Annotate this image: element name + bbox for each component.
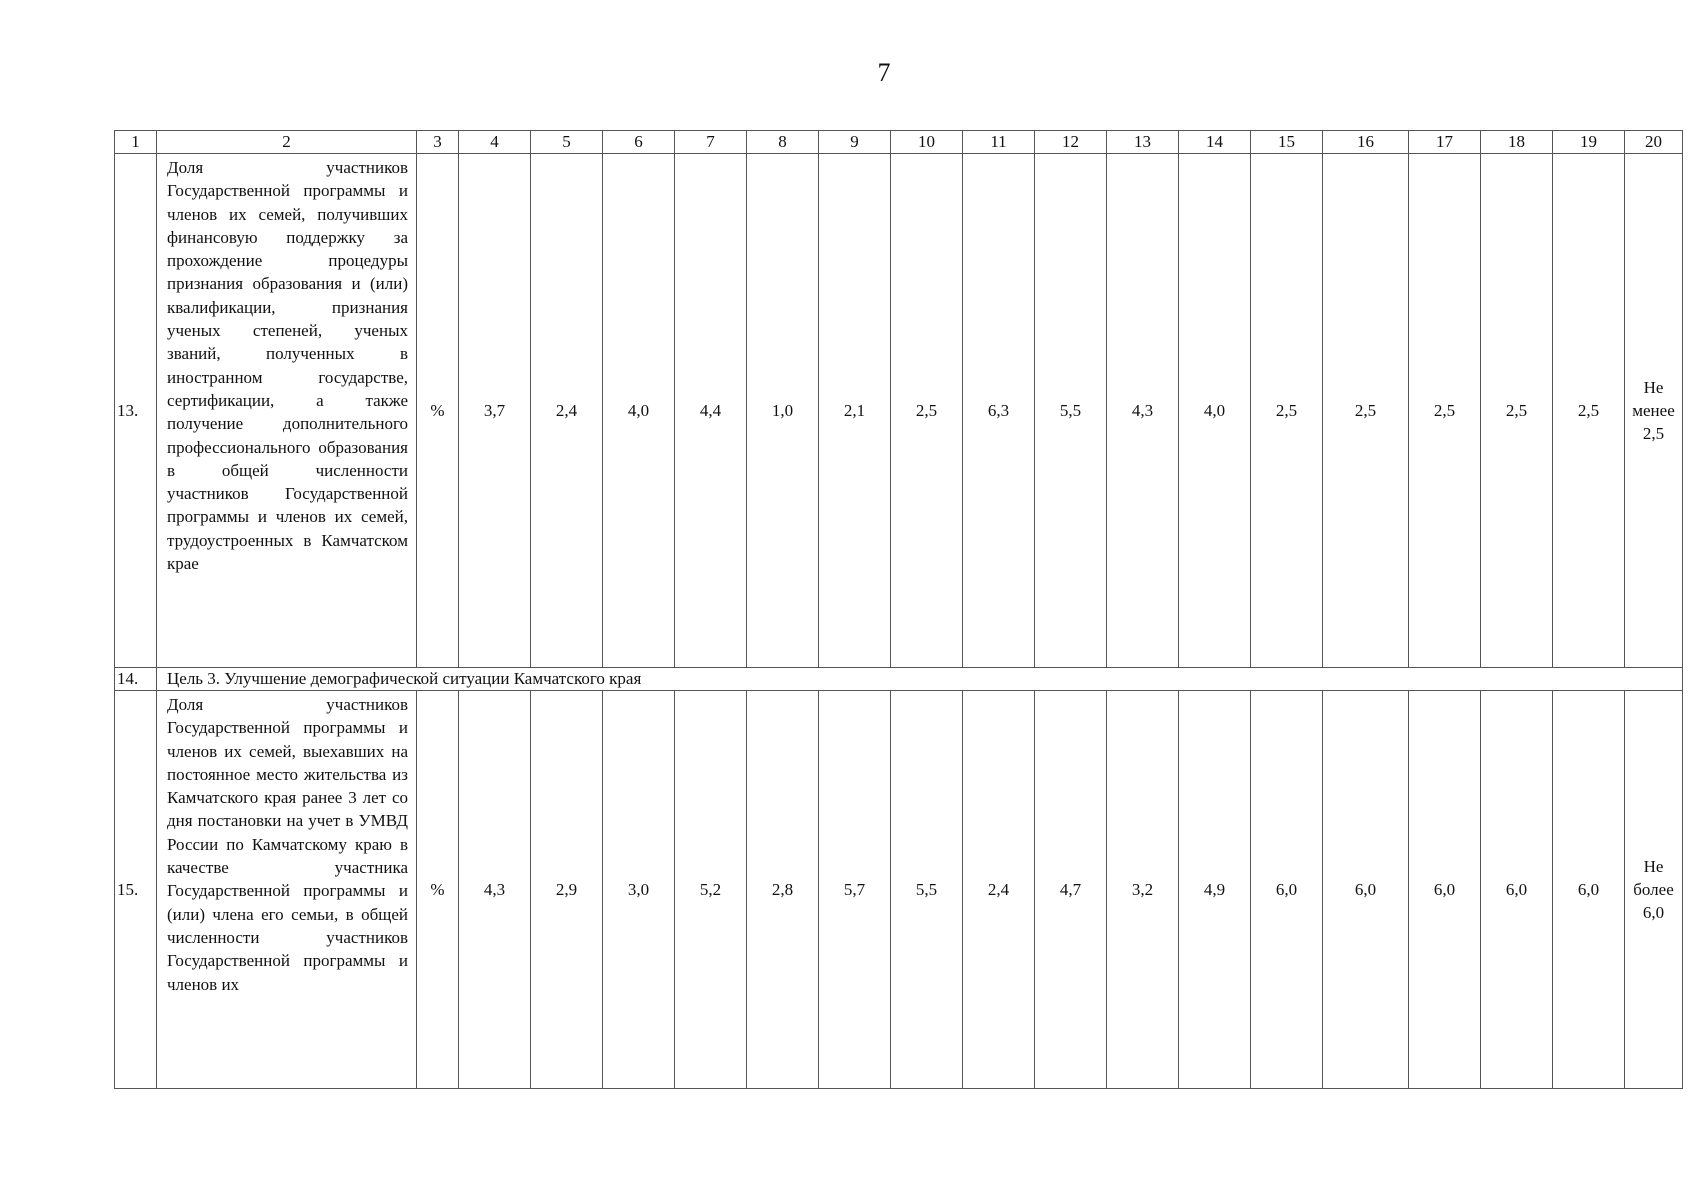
value-cell: 3,7 — [459, 154, 531, 668]
header-cell: 8 — [747, 131, 819, 154]
value-cell: 6,0 — [1409, 691, 1481, 1089]
row-number: 15. — [115, 691, 157, 1089]
value-cell: 3,2 — [1107, 691, 1179, 1089]
header-cell: 15 — [1251, 131, 1323, 154]
target-line: 2,5 — [1642, 424, 1665, 444]
value-cell: 2,5 — [1251, 154, 1323, 668]
indicator-description-text: Доля участников Государственной программы и членов их семей, выехавших на постоянное место жительства из Камчатского края ранее 3 лет со дня постановки на учет в УМВД России по Камчатскому краю в качестве участника Государственной программы и (или) члена его семьи, в общей численности участников Государственной программы и членов их — [167, 695, 408, 994]
value-cell: 5,5 — [891, 691, 963, 1089]
value-cell: 2,9 — [531, 691, 603, 1089]
indicators-table — [114, 130, 1683, 1089]
target-line: Не — [1643, 377, 1664, 397]
unit-cell: % — [417, 691, 459, 1089]
value-cell: 4,0 — [603, 154, 675, 668]
value-cell: 3,0 — [603, 691, 675, 1089]
goal-heading: Цель 3. Улучшение демографической ситуации Камчатского края — [157, 668, 1683, 691]
value-cell: 6,0 — [1323, 691, 1409, 1089]
page-number: 7 — [877, 58, 891, 87]
value-cell: 5,2 — [675, 691, 747, 1089]
header-cell: 11 — [963, 131, 1035, 154]
unit-cell: % — [417, 154, 459, 668]
target-line: Не — [1643, 856, 1664, 876]
target-cell — [1625, 154, 1683, 668]
header-cell: 19 — [1553, 131, 1625, 154]
value-cell: 2,5 — [1409, 154, 1481, 668]
value-cell: 5,7 — [819, 691, 891, 1089]
header-cell: 7 — [675, 131, 747, 154]
value-cell: 4,9 — [1179, 691, 1251, 1089]
value-cell: 4,4 — [675, 154, 747, 668]
row-number: 14. — [115, 668, 157, 691]
value-cell: 1,0 — [747, 154, 819, 668]
value-cell: 4,3 — [459, 691, 531, 1089]
value-cell: 2,4 — [963, 691, 1035, 1089]
value-cell: 6,0 — [1251, 691, 1323, 1089]
header-cell: 20 — [1625, 131, 1683, 154]
target-line: менее — [1632, 400, 1675, 420]
value-cell: 2,5 — [1553, 154, 1625, 668]
value-cell: 4,3 — [1107, 154, 1179, 668]
header-cell: 18 — [1481, 131, 1553, 154]
indicator-description: Доля участников Государственной программы и членов их семей, получивших финансовую поддержку за прохождение процедуры признания образования и (или) квалификации, признания ученых степеней, ученых званий, полученных в иностранном государстве, сертификации, а также получение дополнительного профессионального образования в общей численности участников Государственной программы и членов их семей, трудоустроенных в Камчатском крае — [157, 154, 417, 668]
header-cell: 2 — [157, 131, 417, 154]
header-cell: 9 — [819, 131, 891, 154]
value-cell: 2,1 — [819, 154, 891, 668]
value-cell: 5,5 — [1035, 154, 1107, 668]
header-cell: 3 — [417, 131, 459, 154]
value-cell: 4,7 — [1035, 691, 1107, 1089]
target-cell — [1625, 691, 1683, 1089]
header-cell: 6 — [603, 131, 675, 154]
header-cell: 4 — [459, 131, 531, 154]
value-cell: 2,8 — [747, 691, 819, 1089]
header-cell: 13 — [1107, 131, 1179, 154]
header-cell: 14 — [1179, 131, 1251, 154]
value-cell: 6,0 — [1553, 691, 1625, 1089]
column-number-row — [115, 131, 1683, 154]
header-cell: 16 — [1323, 131, 1409, 154]
header-cell: 17 — [1409, 131, 1481, 154]
value-cell: 2,4 — [531, 154, 603, 668]
row-number: 13. — [115, 154, 157, 668]
value-cell: 4,0 — [1179, 154, 1251, 668]
table-row-14 — [115, 668, 1683, 691]
target-line: 6,0 — [1642, 903, 1665, 923]
header-cell: 5 — [531, 131, 603, 154]
header-cell: 12 — [1035, 131, 1107, 154]
value-cell: 2,5 — [1323, 154, 1409, 668]
indicator-description — [157, 691, 417, 1089]
table-row-15 — [115, 691, 1683, 1089]
value-cell: 2,5 — [1481, 154, 1553, 668]
target-line: более — [1633, 879, 1674, 899]
value-cell: 6,3 — [963, 154, 1035, 668]
header-cell: 10 — [891, 131, 963, 154]
header-cell: 1 — [115, 131, 157, 154]
value-cell: 2,5 — [891, 154, 963, 668]
table-row-13 — [115, 154, 1683, 668]
value-cell: 6,0 — [1481, 691, 1553, 1089]
